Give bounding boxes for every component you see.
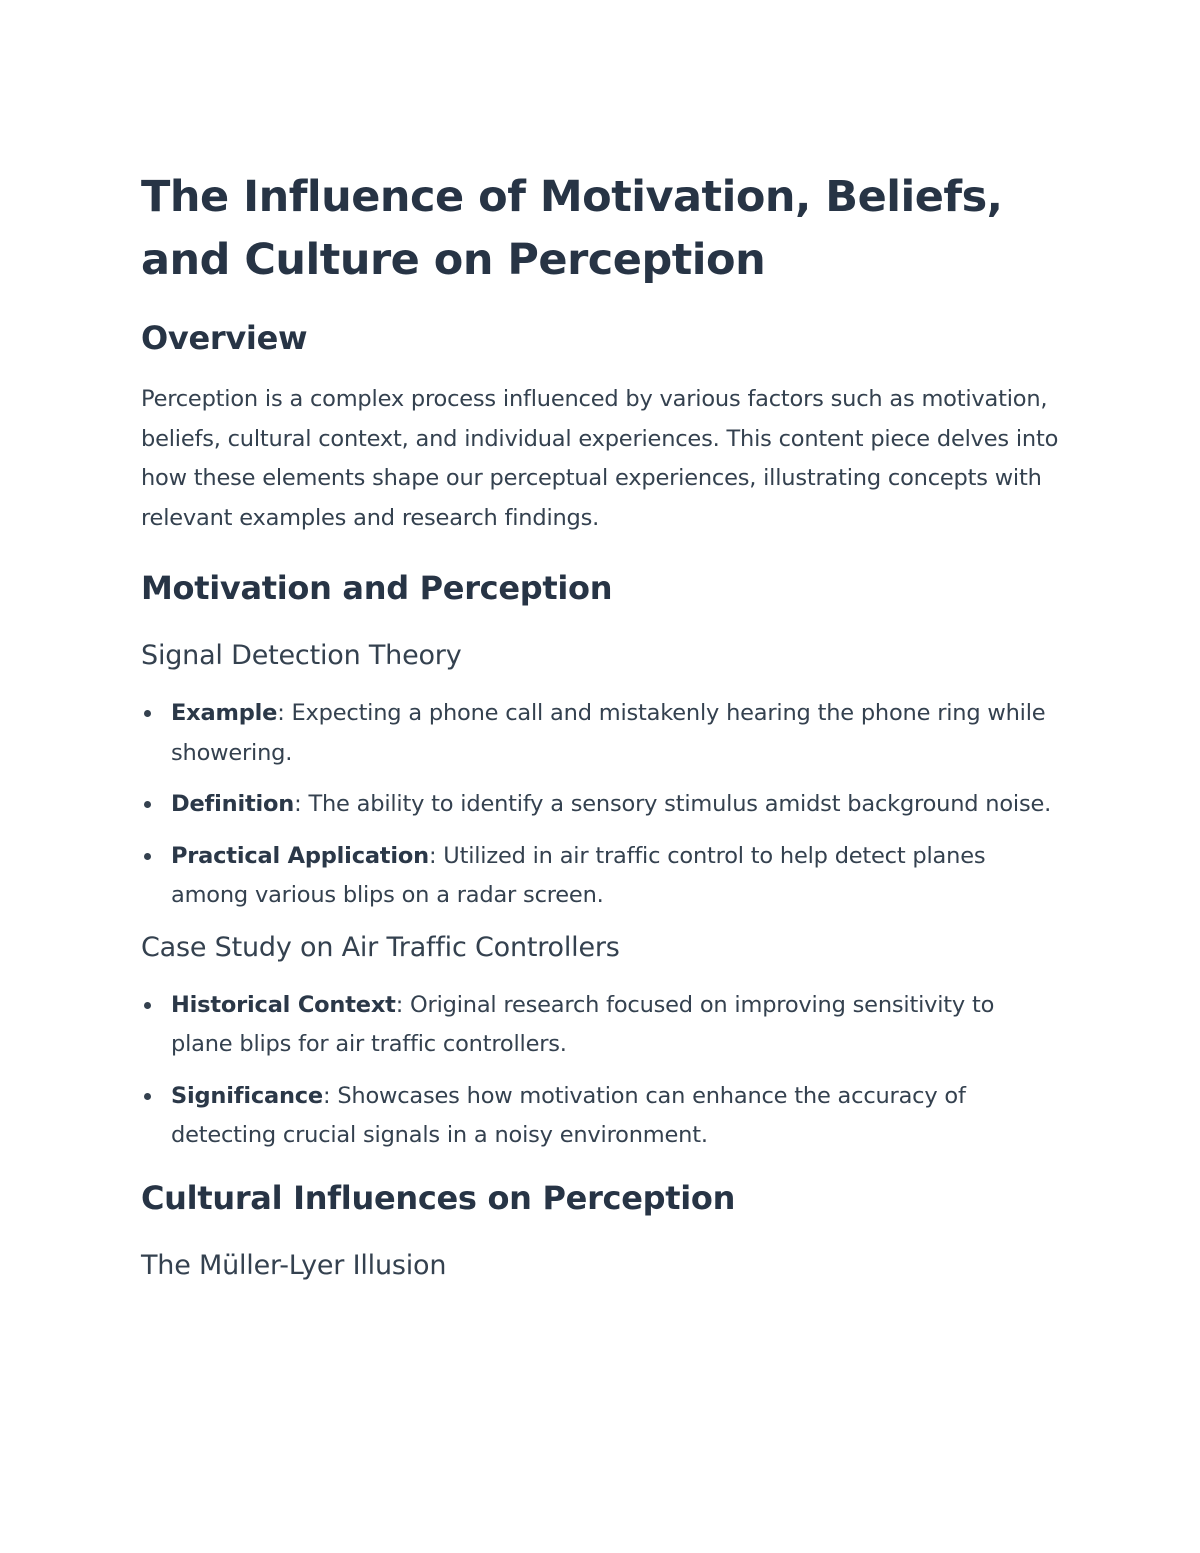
overview-paragraph: Perception is a complex process influenced by various factors such as motivation, beliefs, cultural context, and individual experiences. This content piece delves into how these elements shape our perceptual experiences, illustrating concepts with relevant examples and research findings.: [141, 386, 1059, 531]
bullet-icon: [144, 801, 151, 808]
list-item: [141, 694, 1060, 773]
list-item-text: : Showcases how motivation can enhance the accuracy of detecting crucial signals in a noisy environment.: [171, 1082, 966, 1148]
motivation-heading: Motivation and Perception: [141, 569, 613, 607]
list-item-label: Significance: [171, 1082, 323, 1109]
signal-detection-heading: Signal Detection Theory: [141, 640, 462, 671]
overview-heading: Overview: [141, 319, 308, 357]
list-item-text: : Utilized in air traffic control to help detect planes among various blips on a radar screen.: [171, 842, 986, 908]
bullet-icon: [144, 1002, 151, 1009]
bullet-icon: [144, 853, 151, 860]
list-item-label: Example: [171, 700, 278, 726]
list-item: [141, 837, 1060, 916]
signal-detection-list: [141, 694, 1060, 916]
list-item: [141, 1077, 1060, 1156]
list-item-text: : Original research focused on improving sensitivity to plane blips for air traffic controllers.: [171, 991, 995, 1057]
case-study-heading: Case Study on Air Traffic Controllers: [141, 931, 620, 963]
list-item-text: : The ability to identify a sensory stimulus amidst background noise.: [294, 791, 1052, 817]
list-item-label: Definition: [171, 791, 295, 817]
list-item-label: Historical Context: [171, 991, 396, 1018]
document-title: The Influence of Motivation, Beliefs, and Culture on Perception: [141, 172, 1003, 285]
list-item-text: : Expecting a phone call and mistakenly hearing the phone ring while showering.: [171, 700, 1046, 766]
muller-lyer-heading: The Müller-Lyer Illusion: [141, 1249, 447, 1281]
list-item-label: Practical Application: [171, 842, 429, 869]
list-item: [141, 785, 1060, 825]
bullet-icon: [144, 1093, 151, 1100]
case-study-list: [141, 986, 1060, 1156]
list-item: [141, 986, 1060, 1065]
bullet-icon: [144, 710, 151, 717]
cultural-heading: Cultural Influences on Perception: [141, 1178, 736, 1217]
